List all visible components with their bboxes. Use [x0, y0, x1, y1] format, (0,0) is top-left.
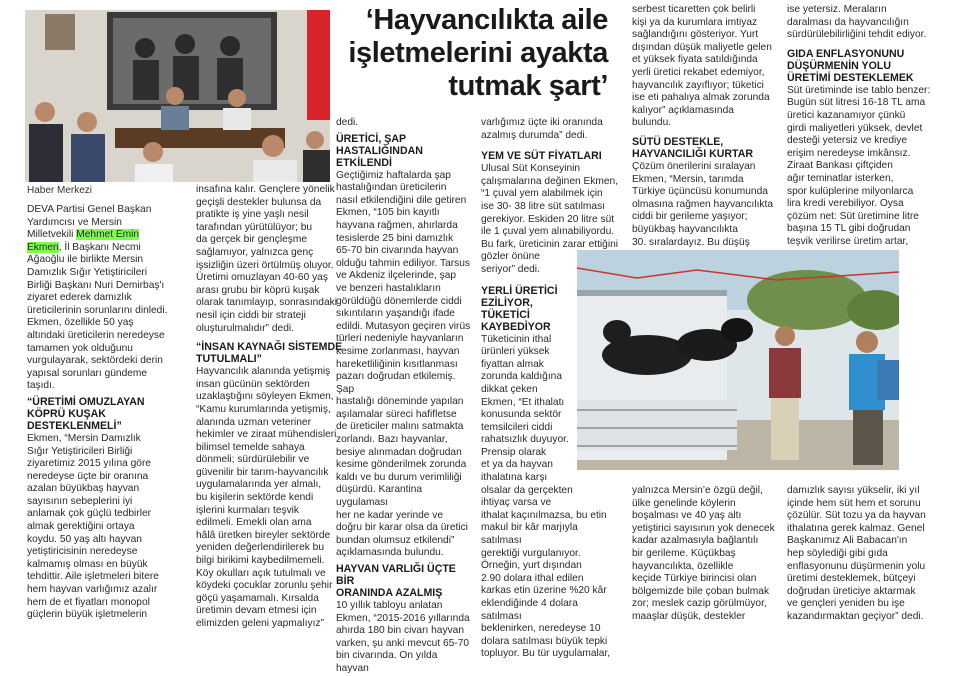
article-column-6-continued: [787, 485, 937, 624]
highlighted-name: Mehmet Emin: [76, 229, 140, 241]
column6-paragraph-2: Süt üretiminde ise tablo benzer: Bugün süt litresi 16-18 TL ama üretici kazanamıyor çünkü girdi maliyetleri yüksek, devlet desteği yetersiz ve krediye erişim neredeyse imkânsız. Ziraat Bankası çiftçiden ağır teminatlar isterken, spor kulüplerine milyonlarca lira kredi verebiliyor. Oysa çözüm net: Süt üretimine litre başına 15 TL gibi doğrudan teşvik verilirse üretim artar,: [787, 84, 931, 247]
subheading-food-inflation: GIDA ENFLASYONUNU DÜŞÜRMENİN YOLU ÜRETİMİ DESTEKLEMEK: [787, 47, 914, 84]
article-column-1: [27, 204, 187, 622]
column1-paragraph-2: Ekmen, “Mersin Damızlık Sığır Yetiştiricileri Birliği ziyaretimiz 2015 yılına göre neredeyse üçte bir oranına azalan büyükbaş hayvan sayısının sebeplerini iyi anlamak çok güçlü tedbirler almak gerektiğini ortaya koydu. 50 yaş altı hayvan yetiştiricisinin neredeyse kalmamış olması en büyük tehdittir. Aile işletmeleri bitere hem hayvan varlığımız azalır hem de et fiyatları monopol güçlerin büyük işletmelerin: [27, 432, 159, 621]
article-column-6: [787, 4, 937, 249]
text-run: DEVA Partisi Genel Başkan Yardımcısı ve Mersin Milletvekili: [27, 204, 152, 241]
column3-paragraph-1: Geçtiğimiz haftalarda şap hastalığından üreticilerin nasıl etkilendiğini dile getiren Ekmen, “105 bin kayıtlı hayvana rağmen, ahırlarda tesislerde 25 bini damızlık 65-70 bin civarında hayvan olduğu tahmin ediliyor. Tarsus ve Akdeniz ilçelerinde, şap ve benzeri hastalıkların görüldüğü dönemlerde ciddi sıkıntıların yaşandığı ifade edildi. Mutasyon geçiren virüs türleri nedeniyle hayvanların kesime zorlanması, hayvan hareketliliğinin kısıtlanması pazarı doğrudan etkilemiş. Şap hastalığı döneminde yapılan aşılamalar süreci hafifletse de üreticiler malını satmakta zorlandı. Bazı hayvanlar, besiye alınmadan doğrudan kesime gönderilmek zorunda kaldı ve bu durum verimliliği düşürdü. Karantina uygulaması her ne kadar yerinde ve doğru bir karar olsa da üretici bundan olumsuz etkilendi” açıklamasında bulundu.: [336, 169, 471, 559]
column2-paragraph-2: Hayvancılık alanında yetişmiş insan gücünün sektörden uzaklaştığını söyleyen Ekmen, “Kamu kurumlarında yetişmiş, alanında uzman veteriner hekimler ve ziraat mühendisleri bilimsel temelde sahaya dönmeli; sürdürülebilir ve güvenilir bir tarım-hayvancılık uygulamalarında yer almalı, bu kişilerin sektörde kendi işlerini kurmaları teşvik edilmeli. Emekli olan ama hâlâ üretken bireyler sektörde yeniden değerlendirilerek bu bilgi birikimi kaybedilmemeli. Köy okulları açık tutulmalı ve köydeki çocuklar zorunlu şehir göçü yaşamamalı. Kırsalda üretimin devam etmesi için elimizden geleni yapmalıyız”: [196, 366, 337, 629]
column4-paragraph-0: varlığımız üçte iki oranında azalmış durumda” dedi.: [481, 117, 603, 141]
goats-truck-photo: [577, 250, 899, 470]
column4-paragraph-1: Ulusal Süt Konseyinin çalışmalarına değinen Ekmen, “1 çuval yem alabilmek için ise 30- 38 litre süt satılması gerekiyor. Eskiden 20 litre süt ile 1 çuval yem alınabiliyordu. Bu fark, üreticinin zarar ettiğini gözler önüne seriyor” dedi.: [481, 163, 619, 275]
subheading-fmd-disease: ÜRETİCİ, ŞAP HASTALIĞINDAN ETKİLENDİ: [336, 132, 423, 169]
article-column-3: [336, 117, 472, 676]
subheading-human-resources: “İNSAN KAYNAĞI SİSTEMDE TUTULMALI”: [196, 341, 343, 366]
column5-paragraph-3: yalnızca Mersin’e özgü değil, ülke genelinde köylerin boşalması ve 40 yaş altı yetiştirici sayısının yok denecek kadar azalmasıyla bağlantılı bir gerileme. Küçükbaş hayvancılıkta, özellikle keçide Türkiye birincisi olan bölgemizde bile çoban bulmak zor; meslek cazip görülmüyor, maaşlar düşük, destekler: [632, 485, 775, 622]
column6-paragraph-1: ise yetersiz. Meraların daralması da hayvancılığın sürdürülebilirliğini tehdit ediyor.: [787, 4, 927, 41]
column2-paragraph-1: insafına kalır. Gençlere yönelik geçişli destekler bulunsa da pratikte iş yine yaşlı nesil tarafından yürütülüyor; bu da gerçek bir gençleşme sağlamıyor, yalnızca genç işsizliğin üzeri örtülmüş oluyor. Üretimi omuzlayan 40-60 yaş arası grubu bir köprü kuşak olarak tanımlayıp, sonrasındaki nesil için ciddi bir strateji oluşturulmalıdır” dedi.: [196, 184, 337, 334]
article-column-5-continued: [632, 485, 782, 624]
text-run: , İl Başkanı Necmi Ağaoğlu ile birlikte Mersin Damızlık Sığır Yetiştiricileri Birliği Başkanı Nuri Demirbaş'ı ziyaret ederek damızlık üreticilerinin sorunlarını dinledi. Ekmen, özellikle 50 yaş altındaki üreticilerin neredeyse tamamen yok olduğunu vurgulayarak, sektördeki derin yapısal sorunları gündeme taşıdı.: [27, 241, 168, 392]
subheading-livestock-decline: HAYVAN VARLIĞI ÜÇTE BİR ORANINDA AZALMIŞ: [336, 563, 456, 599]
article-column-2: [196, 184, 344, 631]
subheading-bridge-generation: “ÜRETİMİ OMUZLAYAN KÖPRÜ KUŞAK DESTEKLENMELİ”: [27, 395, 145, 432]
headline: ‘Hayvancılıkta aile işletmelerini ayakta tutmak şart’: [348, 4, 608, 102]
column3-paragraph-2: 10 yıllık tabloyu anlatan Ekmen, “2015-2016 yıllarında ahırda 180 bin civarı hayvan varken, şu anki mevcut 65-70 bin civarında. On yılda hayvan: [336, 600, 470, 674]
column6-paragraph-3: damızlık sayısı yükselir, iki yıl içinde hem süt hem et sorunu çözülür. Süt tozu ya da hayvan ithalatına gerek kalmaz. Genel Başkanımız Ali Babacan'ın hep söylediği gibi gıda enflasyonunu düşürmenin yolu üretimi desteklemek, bütçeyi doğrudan üreticiye aktarmak ve gençleri yeniden bu işe kazandırmaktan geçiyor” dedi.: [787, 485, 926, 622]
meeting-photo: [25, 10, 330, 182]
column5-paragraph-2: Çözüm önerilerini sıralayan Ekmen, “Mersin, tarımda Türkiye üçüncüsü konumunda olmasına rağmen hayvancılıkta ciddi bir gerileme yaşıyor; büyükbaş hayvancılıkta 30. sıralardayız. Bu düşüş: [632, 160, 773, 248]
meeting-photo-illustration: [25, 10, 330, 182]
subheading-support-milk: SÜTÜ DESTEKLE, HAYVANCILIĞI KURTAR: [632, 135, 754, 160]
photo-caption: Haber Merkezi: [27, 185, 93, 196]
subheading-local-producer: YERLİ ÜRETİCİ EZİLİYOR, TÜKETİCİ KAYBEDİYOR: [481, 284, 558, 333]
column1-paragraph-1: [27, 204, 187, 393]
highlighted-surname: Ekmen: [27, 241, 59, 253]
column3-paragraph-0: dedi.: [336, 117, 359, 128]
article-column-5: [632, 4, 782, 249]
column5-paragraph-1: serbest ticaretten çok belirli kişi ya da kurumlara imtiyaz sağlandığını gösteriyor. Yurt dışından düşük maliyetle gelen et yüksek fiyata satıldığında yerli üretici rekabet edemiyor, hayvancılık zayıflıyor; tüketici ise eti pahalıya almak zorunda kalıyor” açıklamasında bulundu.: [632, 4, 772, 129]
subheading-feed-milk-prices: YEM VE SÜT FİYATLARI: [481, 150, 602, 163]
goats-truck-illustration: [577, 250, 899, 470]
article-column-4: [481, 117, 621, 661]
column4-paragraph-2: Tüketicinin ithal ürünleri yüksek fiyattan almak zorunda kaldığına dikkat çeken Ekmen, “Et ithalatı konusunda sektör temsilcileri ciddi rahatsızlık duyuyor. Prensip olarak et ya da hayvan ithalatına karşı olsalar da gerçekten ihtiyaç varsa ve ithalat kaçınılmazsa, bu etin makul bir kâr marjıyla satılması gerektiği vurgulanıyor. Örneğin, yurt dışından 2.90 dolara ithal edilen karkas etin üzerine %20 kâr eklendiğinde 4 dolara satılması beklenirken, neredeyse 10 dolara satılması büyük tepki topluyor. Bu tür uygulamalar,: [481, 333, 611, 660]
